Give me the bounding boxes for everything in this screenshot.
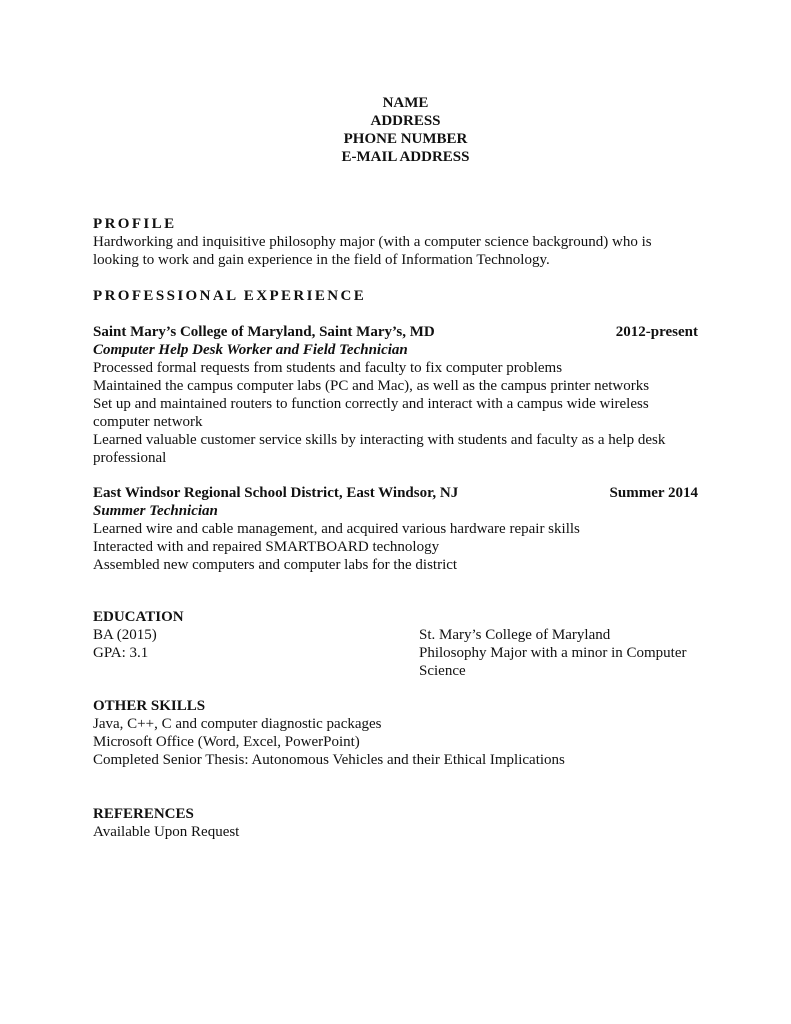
profile-line: looking to work and gain experience in the field of Information Technology. <box>93 252 550 268</box>
school: St. Mary’s College of Maryland <box>419 627 611 643</box>
education-left-column <box>93 626 393 662</box>
job-dates: 2012-present <box>615 324 698 340</box>
major: Philosophy Major with a minor in Computer <box>419 645 687 661</box>
experience-heading: PROFESSIONAL EXPERIENCE <box>93 288 367 304</box>
major-continued: Science <box>419 663 466 679</box>
job-entry <box>93 323 703 467</box>
references-line: Available Upon Request <box>93 824 240 840</box>
job-duty: Set up and maintained routers to function correctly and interact with a campus wide wireless <box>93 396 649 412</box>
education-heading: EDUCATION <box>93 609 184 625</box>
education-right-column <box>419 626 709 680</box>
job-duty: Maintained the campus computer labs (PC and Mac), as well as the campus printer networks <box>93 378 650 394</box>
profile-line: Hardworking and inquisitive philosophy major (with a computer science background) who is <box>93 234 652 250</box>
employer: East Windsor Regional School District, East Windsor, NJ <box>93 485 459 501</box>
references-text <box>93 823 703 841</box>
skill-item: Java, C++, C and computer diagnostic packages <box>93 716 382 732</box>
skill-item: Completed Senior Thesis: Autonomous Vehicles and their Ethical Implications <box>93 752 565 768</box>
gpa: GPA: 3.1 <box>93 645 149 661</box>
skill-item: Microsoft Office (Word, Excel, PowerPoint) <box>93 734 360 750</box>
employer: Saint Mary’s College of Maryland, Saint Mary’s, MD <box>93 324 435 340</box>
profile-text <box>93 233 703 269</box>
degree: BA (2015) <box>93 627 157 643</box>
references-heading: REFERENCES <box>93 806 194 822</box>
skills-heading: OTHER SKILLS <box>93 698 206 714</box>
job-duty: Learned valuable customer service skills by interacting with students and faculty as a help desk <box>93 432 666 448</box>
job-duty: computer network <box>93 414 203 430</box>
job-header <box>93 323 698 341</box>
contact-header <box>0 94 791 166</box>
name: NAME <box>382 95 429 111</box>
job-title: Computer Help Desk Worker and Field Technician <box>93 342 408 358</box>
job-duty: Interacted with and repaired SMARTBOARD technology <box>93 539 440 555</box>
job-duty: professional <box>93 450 167 466</box>
job-dates: Summer 2014 <box>609 485 698 501</box>
address: ADDRESS <box>370 113 441 129</box>
skills-list <box>93 715 703 769</box>
job-duty: Learned wire and cable management, and acquired various hardware repair skills <box>93 521 580 537</box>
phone-number: PHONE NUMBER <box>343 131 468 147</box>
job-duty: Processed formal requests from students and faculty to fix computer problems <box>93 360 563 376</box>
job-header <box>93 484 698 502</box>
job-title: Summer Technician <box>93 503 218 519</box>
job-duty: Assembled new computers and computer labs for the district <box>93 557 458 573</box>
job-entry <box>93 484 703 574</box>
email-address: E-MAIL ADDRESS <box>341 149 470 165</box>
profile-heading: PROFILE <box>93 216 177 232</box>
